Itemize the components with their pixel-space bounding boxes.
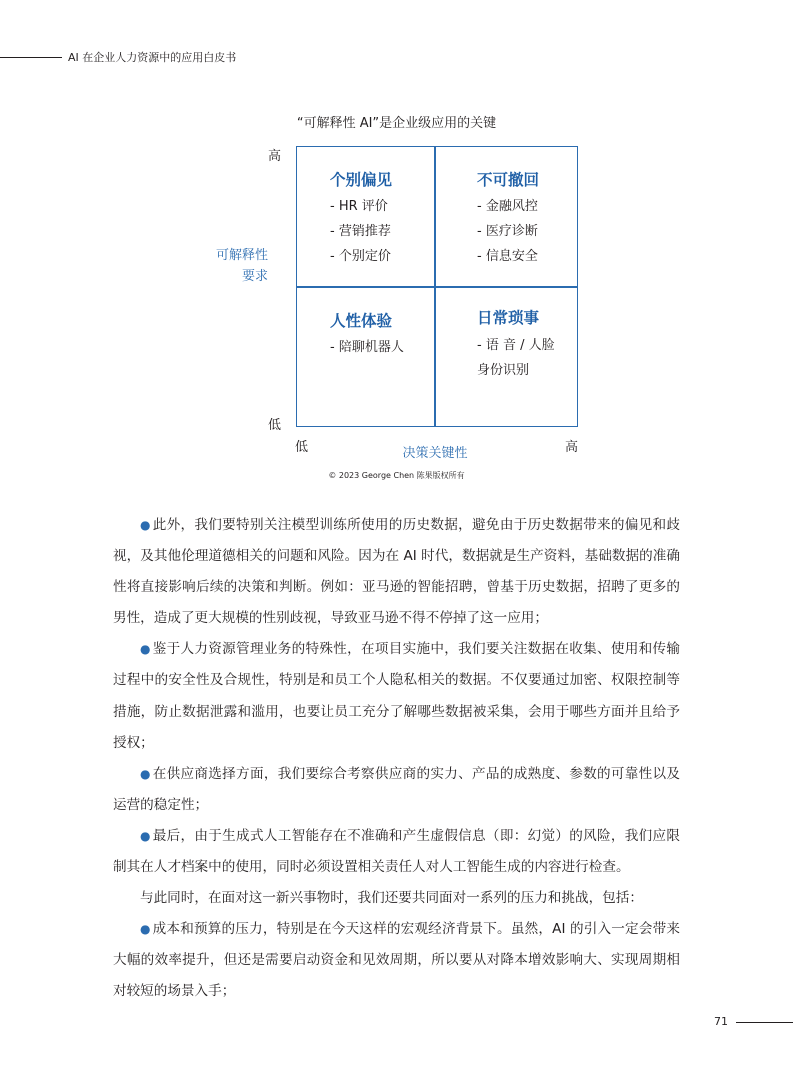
- quadrant-item: - 信息安全: [477, 249, 538, 264]
- quadrant-title: 个别偏见: [330, 171, 393, 189]
- paragraph: [113, 510, 680, 634]
- paragraph: [113, 914, 680, 1007]
- bullet-icon: ●: [140, 642, 151, 657]
- x-axis-low: 低: [295, 440, 309, 455]
- paragraph-text: 与此同时，在面对这一新兴事物时，我们还要共同面对一系列的压力和挑战，包括：: [140, 890, 643, 907]
- quadrant-top-left: [330, 168, 392, 264]
- paragraph-text: 成本和预算的压力，特别是在今天这样的宏观经济背景下。虽然，AI 的引入一定会带来大幅的效率提升，但还是需要启动资金和见效周期，所以要从对降本增效影响大、实现周期相对较短的场景入手；: [113, 921, 680, 1000]
- bullet-icon: ●: [140, 922, 151, 937]
- y-axis-label: [196, 245, 268, 287]
- quadrant-item: - 医疗诊断: [477, 224, 538, 239]
- y-axis-label-line2: 要求: [241, 269, 268, 284]
- paragraph: [113, 821, 680, 883]
- footer-rule: [736, 1022, 793, 1023]
- quadrant-item: - 个别定价: [330, 249, 391, 264]
- quadrant-item: - 陪聊机器人: [330, 340, 404, 355]
- paragraph-text: 此外，我们要特别关注模型训练所使用的历史数据，避免由于历史数据带来的偏见和歧视，及其他伦理道德相关的问题和风险。因为在 AI 时代，数据就是生产资料，基础数据的准确性将直接影响后续的决策和判断。例如：亚马逊的智能招聘，曾基于历史数据，招聘了更多的男性，造成了更大规模的性别歧视，导致亚马逊不得不停掉了这一应用；: [113, 517, 680, 627]
- y-axis-low: 低: [268, 418, 282, 433]
- figure-title: “可解释性 AI”是企业级应用的关键: [296, 116, 497, 131]
- quadrant-top-right: [477, 168, 539, 264]
- quadrant-item: - HR 评价: [330, 199, 388, 214]
- paragraph-text: 鉴于人力资源管理业务的特殊性，在项目实施中，我们要关注数据在收集、使用和传输过程中的安全性及合规性，特别是和员工个人隐私相关的数据。不仅要通过加密、权限控制等措施，防止数据泄露和滥用，也要让员工充分了解哪些数据被采集，会用于哪些方面并且给予授权；: [113, 641, 680, 751]
- x-axis-high: 高: [565, 440, 579, 455]
- bullet-icon: ●: [140, 766, 151, 781]
- quadrant-bottom-left: [330, 309, 404, 355]
- paragraph: [113, 759, 680, 821]
- paragraph-text: 在供应商选择方面，我们要综合考察供应商的实力、产品的成熟度、参数的可靠性以及运营的稳定性；: [113, 765, 680, 813]
- body-text: [113, 510, 680, 1008]
- paragraph-text: 最后，由于生成式人工智能存在不准确和产生虚假信息（即：幻觉）的风险，我们应限制其在人才档案中的使用，同时必须设置相关责任人对人工智能生成的内容进行检查。: [113, 827, 680, 876]
- quadrant-bottom-right: [477, 306, 555, 378]
- quadrant-title: 日常琐事: [477, 309, 540, 327]
- bullet-icon: ●: [140, 828, 151, 843]
- bullet-icon: ●: [140, 518, 151, 532]
- grid-horizontal-divider: [296, 286, 578, 288]
- quadrant-title: 人性体验: [330, 312, 393, 330]
- paragraph: [113, 883, 680, 914]
- quadrant-title: 不可撤回: [477, 171, 540, 189]
- paragraph: [113, 634, 680, 758]
- figure-copyright: © 2023 George Chen 陈果版权所有: [328, 471, 465, 480]
- header-rule: [0, 57, 62, 58]
- quadrant-item: - 金融风控: [477, 199, 538, 214]
- y-axis-label-line1: 可解释性: [215, 248, 268, 263]
- quadrant-item: 身份识别: [477, 363, 530, 378]
- page-number: 71: [714, 1015, 728, 1028]
- quadrant-item: - 语 音 / 人脸: [477, 338, 555, 353]
- quadrant-item: - 营销推荐: [330, 224, 391, 239]
- x-axis-label: 决策关键性: [402, 446, 468, 461]
- document-title: AI 在企业人力资源中的应用白皮书: [68, 51, 237, 64]
- y-axis-high: 高: [268, 149, 282, 164]
